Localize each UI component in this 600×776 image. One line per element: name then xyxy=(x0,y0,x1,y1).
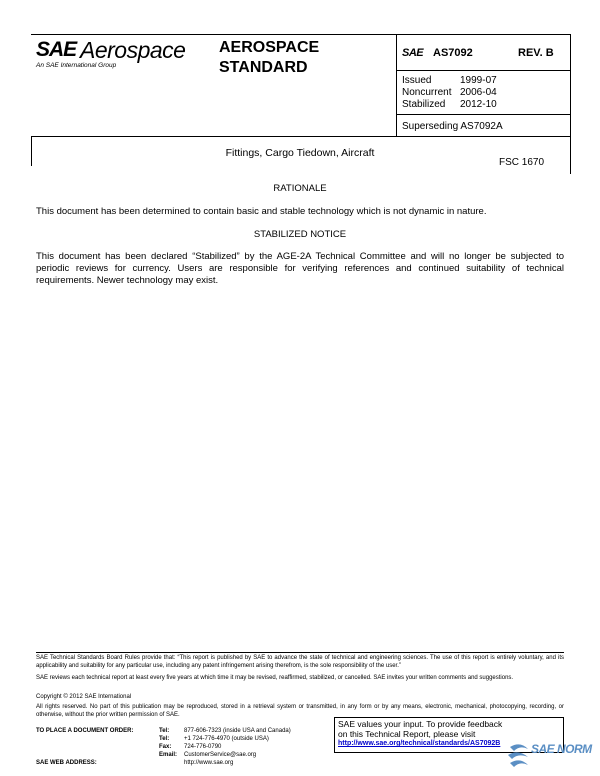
date-value: 2006-04 xyxy=(460,87,497,98)
web-label: SAE WEB ADDRESS: xyxy=(36,760,97,766)
order-row xyxy=(36,727,291,735)
date-label: Stabilized xyxy=(402,99,446,110)
header-top-rule xyxy=(31,34,571,35)
watermark-text: SAE NORM xyxy=(531,742,592,756)
revision: REV. B xyxy=(518,47,554,59)
contact-label: Fax: xyxy=(159,744,172,750)
fsc-code: FSC 1670 xyxy=(499,157,545,168)
contact-label: Tel: xyxy=(159,728,170,734)
aerospace-logo: Aerospace xyxy=(80,37,186,63)
order-row xyxy=(36,751,291,759)
date-value: 1999-07 xyxy=(460,75,497,86)
contact-value: 877-606-7323 (inside USA and Canada) xyxy=(184,728,291,734)
stabilized-heading: STABILIZED NOTICE xyxy=(253,229,347,240)
superseding: Superseding AS7092A xyxy=(402,121,503,132)
date-row xyxy=(402,99,497,111)
date-list xyxy=(402,75,497,111)
rationale-text: This document has been determined to contain basic and stable technology which is not dynamic in nature. xyxy=(36,206,487,217)
feedback-line-2: on this Technical Report, please visit xyxy=(338,728,476,739)
footer-rule xyxy=(36,652,564,653)
header-bottom-rule xyxy=(31,136,571,137)
standard-type: AEROSPACE STANDARD xyxy=(219,39,320,76)
date-row xyxy=(402,75,497,87)
contact-label: Tel: xyxy=(159,736,170,742)
order-row xyxy=(36,743,291,751)
footer-board-rules: SAE Technical Standards Board Rules provide that: “This report is published by SAE to advance the state of technical and engineering sciences. The use of this report is entirely voluntary, and its applicability and suitability for any particular use, including any patent infringement arising therefrom, is the sole responsibility of the user.” xyxy=(36,655,564,669)
footer-rights: All rights reserved. No part of this publication may be reproduced, stored in a retrieval system or transmitted, in any form or by any means, electronic, mechanical, photocopying, recording, or otherwise, without the prior written permission of SAE. xyxy=(36,704,564,718)
header-divider-vertical xyxy=(396,34,397,137)
document-title: Fittings, Cargo Tiedown, Aircraft xyxy=(225,147,375,159)
date-label: Issued xyxy=(402,75,432,86)
contact-value: 724-776-0790 xyxy=(184,744,222,750)
web-value[interactable]: http://www.sae.org xyxy=(184,760,234,766)
date-label: Noncurrent xyxy=(402,87,452,98)
contact-value[interactable]: CustomerService@sae.org xyxy=(184,752,257,758)
header-doc-rule xyxy=(396,70,571,71)
doc-number: AS7092 xyxy=(433,47,473,59)
order-row xyxy=(36,759,291,767)
feedback-link[interactable]: http://www.sae.org/technical/standards/AS7092B xyxy=(338,740,501,747)
header-dates-rule xyxy=(396,114,571,115)
order-row xyxy=(36,735,291,743)
feedback-line-1: SAE values your input. To provide feedback xyxy=(338,719,503,729)
date-row xyxy=(402,87,497,99)
rationale-heading: RATIONALE xyxy=(273,183,327,194)
footer-copyright: Copyright © 2012 SAE International xyxy=(36,694,132,700)
sae-logo: SAE xyxy=(36,38,77,61)
order-info xyxy=(36,727,291,767)
footer-review: SAE reviews each technical report at least every five years at which time it may be revised, reaffirmed, stabilized, or cancelled. SAE invites your written comments and suggestions. xyxy=(36,675,514,681)
logo-subtitle: An SAE International Group xyxy=(36,62,117,69)
contact-label: Email: xyxy=(159,752,178,758)
stabilized-text: This document has been declared “Stabilized” by the AGE-2A Technical Committee and will no longer be subjected to periodic reviews for currency. Users are responsible for verifying references and continued suitability of technical requirements. Newer technology may exist. xyxy=(36,251,564,286)
order-label: TO PLACE A DOCUMENT ORDER: xyxy=(36,728,134,734)
date-value: 2012-10 xyxy=(460,99,497,110)
doc-sae-logo: SAE xyxy=(402,47,424,59)
contact-value: +1 724-776-4970 (outside USA) xyxy=(184,736,269,742)
